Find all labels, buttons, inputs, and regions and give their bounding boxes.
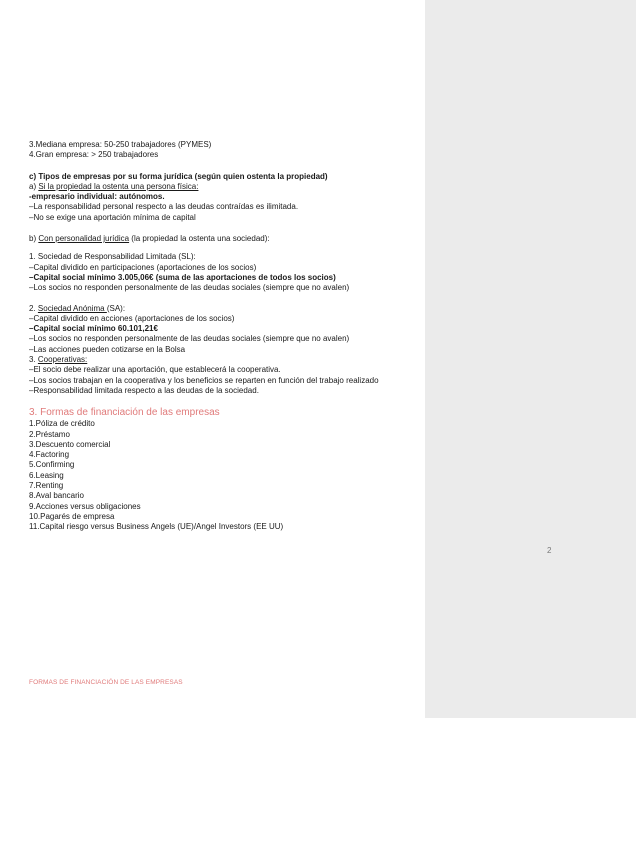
sa-prefix: 2. <box>29 303 38 313</box>
sa-line-3: –Las acciones pueden cotizarse en la Bolsa <box>29 344 186 354</box>
comment-margin-panel <box>425 0 636 718</box>
financing-item: 9.Acciones versus obligaciones <box>29 501 141 511</box>
sl-line-1: –Capital dividido en participaciones (aportaciones de los socios) <box>29 262 257 272</box>
financing-item: 5.Confirming <box>29 460 75 470</box>
sa-title <box>29 304 424 314</box>
coop-line-1: –El socio debe realizar una aportación, que establecerá la cooperativa. <box>29 365 281 375</box>
physical-person-title <box>29 182 424 192</box>
financing-item: 7.Renting <box>29 481 64 491</box>
financing-item: 1.Póliza de crédito <box>29 419 95 429</box>
coop-title-text: Cooperativas: <box>37 355 88 365</box>
legal-prefix: b) <box>29 234 39 244</box>
financing-item: 11.Capital riesgo versus Business Angels (UE)/Angel Investors (EE UU) <box>29 522 284 532</box>
financing-item: 2.Préstamo <box>29 429 70 439</box>
physical-line-1: –La responsabilidad personal respecto a las deudas contraídas es ilimitada. <box>29 202 299 212</box>
sl-line-2: –Los socios no responden personalmente de las deudas sociales (siempre que no avalen) <box>29 283 350 293</box>
size-line-large: 4.Gran empresa: > 250 trabajadores <box>29 150 159 160</box>
physical-title: Si la propiedad la ostenta una persona física: <box>38 181 199 191</box>
page-number: 2 <box>547 546 552 555</box>
coop-line-3: –Responsabilidad limitada respecto a las deudas de la sociedad. <box>29 385 259 395</box>
sa-line-2: –Los socios no responden personalmente de las deudas sociales (siempre que no avalen) <box>29 334 350 344</box>
coop-line-2: –Los socios trabajan en la cooperativa y los beneficios se reparten en función del trabajo realizado <box>29 375 379 385</box>
coop-prefix: 3. <box>29 355 38 365</box>
sa-title-text: Sociedad Anónima <box>37 303 107 313</box>
financing-item: 8.Aval bancario <box>29 491 84 501</box>
sa-line-1: –Capital dividido en acciones (aportaciones de los socios) <box>29 313 235 323</box>
sl-title: 1. Sociedad de Responsabilidad Limitada (SL): <box>29 252 196 262</box>
sa-capital-line: –Capital social mínimo 60.101,21€ <box>29 324 158 334</box>
slide-notes-content <box>29 140 424 533</box>
physical-line-2: –No se exige una aportación mínima de capital <box>29 212 196 222</box>
individual-entrepreneur-line: -empresario individual: autónomos. <box>29 192 165 202</box>
legal-suffix: (la propiedad la ostenta una sociedad): <box>129 234 270 244</box>
sl-capital-line: –Capital social mínimo 3.005,06€ (suma de las aportaciones de todos los socios) <box>29 272 336 282</box>
financing-heading: 3. Formas de financiación de las empresas <box>29 407 220 419</box>
coop-title <box>29 355 424 365</box>
physical-prefix: a) <box>29 181 39 191</box>
size-line-medium: 3.Mediana empresa: 50-250 trabajadores (PYMES) <box>29 140 212 149</box>
page-footer: FORMAS DE FINANCIACIÓN DE LAS EMPRESAS <box>29 679 183 686</box>
legal-entity-title <box>29 234 424 244</box>
legal-form-heading: c) Tipos de empresas por su forma jurídica (según quien ostenta la propiedad) <box>29 171 328 181</box>
financing-item: 10.Pagarés de empresa <box>29 511 115 521</box>
financing-item: 3.Descuento comercial <box>29 439 111 449</box>
legal-title: Con personalidad jurídica <box>38 234 130 244</box>
sa-suffix: (SA): <box>106 303 126 313</box>
financing-item: 4.Factoring <box>29 450 70 460</box>
financing-item: 6.Leasing <box>29 470 64 480</box>
